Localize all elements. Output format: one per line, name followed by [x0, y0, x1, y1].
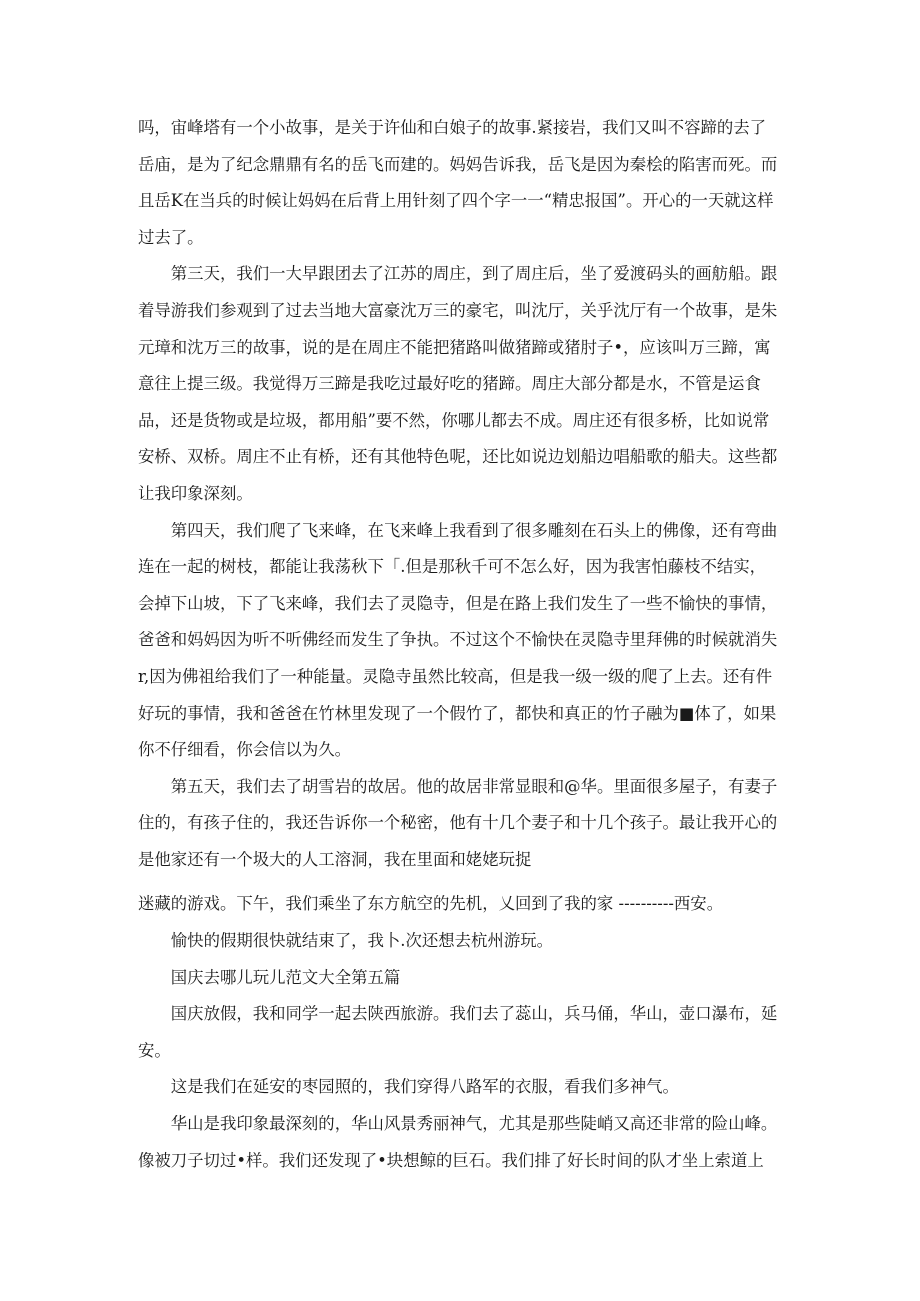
paragraph: 华山是我印象最深刻的，华山风景秀丽神气，尤其是那些陡峭又高还非常的险山峰。像被刀子切过•样。我们还发现了•块想鲸的巨石。我们排了好长时间的队才坐上索道上 [138, 1114, 778, 1170]
paragraph: 第四天，我们爬了飞来峰，在飞来峰上我看到了很多雕刻在石头上的佛像，还有弯曲连在一起的树枝，都能让我荡秋下「.但是那秋千可不怎么好，因为我害怕藤枝不结实，会掉下山坡，下了飞来峰，我们去了灵隐寺，但是在路上我们发生了一些不愉快的事情，爸爸和妈妈因为听不听佛经而发生了争执。不过这个不愉快在灵隐寺里拜佛的时候就消失r,因为佛祖给我们了一种能量。灵隐寺虽然比较高，但是我一级一级的爬了上去。还有件好玩的事情，我和爸爸在竹林里发现了一个假竹了，都快和真正的竹子融为■体了，如果你不仔细看，你会信以为久。 [138, 520, 778, 760]
paragraph: 迷藏的游戏。下午，我们乘坐了东方航空的先机，乂回到了我的家 ----------西安。 [138, 894, 724, 914]
paragraph: 第三天，我们一大早跟团去了江苏的周庄，到了周庄后，坐了爱渡码头的画舫船。跟着导游我们参观到了过去当地大富豪沈万三的豪宅，叫沈厅，关乎沈厅有一个故事，是朱元璋和沈万三的故事，说的是在周庄不能把猪路叫做猪蹄或猪肘子•，应该叫万三蹄，寓意往上提三级。我觉得万三蹄是我吃过最好吃的猪蹄。周庄大部分都是水，不管是运食品，还是货物或是垃圾，都用船”要不然，你哪儿都去不成。周庄还有很多桥，比如说常安桥、双桥。周庄不止有桥，还有其他特色呢，还比如说边划船边唱船歌的船夫。这些都让我印象深刻。 [138, 264, 778, 503]
paragraph: 第五天，我们去了胡雪岩的故居。他的故居非常显眼和@华。里面很多屋子，有妻子住的，有孩子住的，我还告诉你一个秘密，他有十几个妻子和十几个孩子。最让我开心的是他家还有一个圾大的人工溶洞，我在里面和姥姥玩捉 [138, 776, 778, 869]
section-heading: 国庆去哪儿玩儿范文大全第五篇 [170, 967, 401, 987]
paragraph: 愉快的假期很快就结束了，我卜.次还想去杭州游玩。 [170, 931, 553, 951]
paragraph: 国庆放假，我和同学一起去陕西旅游。我们去了蕊山，兵马俑，华山，壶口瀑布，延安。 [138, 1004, 778, 1060]
paragraph: 这是我们在延安的枣园照的，我们穿得八路军的衣服，看我们多神气。 [170, 1077, 679, 1097]
document-page [138, 110, 782, 1179]
paragraph: 吗，宙峰塔有一个小故事，是关于许仙和白娘子的故事.紧接岩，我们又叫不容蹄的去了岳庙，是为了纪念鼎鼎有名的岳飞而建的。妈妈告诉我，岳飞是因为秦桧的陷害而死。而且岳K在当兵的时候让妈妈在后背上用针刻了四个字一一“精忠报国”。开心的一天就这样过去了。 [138, 118, 778, 247]
